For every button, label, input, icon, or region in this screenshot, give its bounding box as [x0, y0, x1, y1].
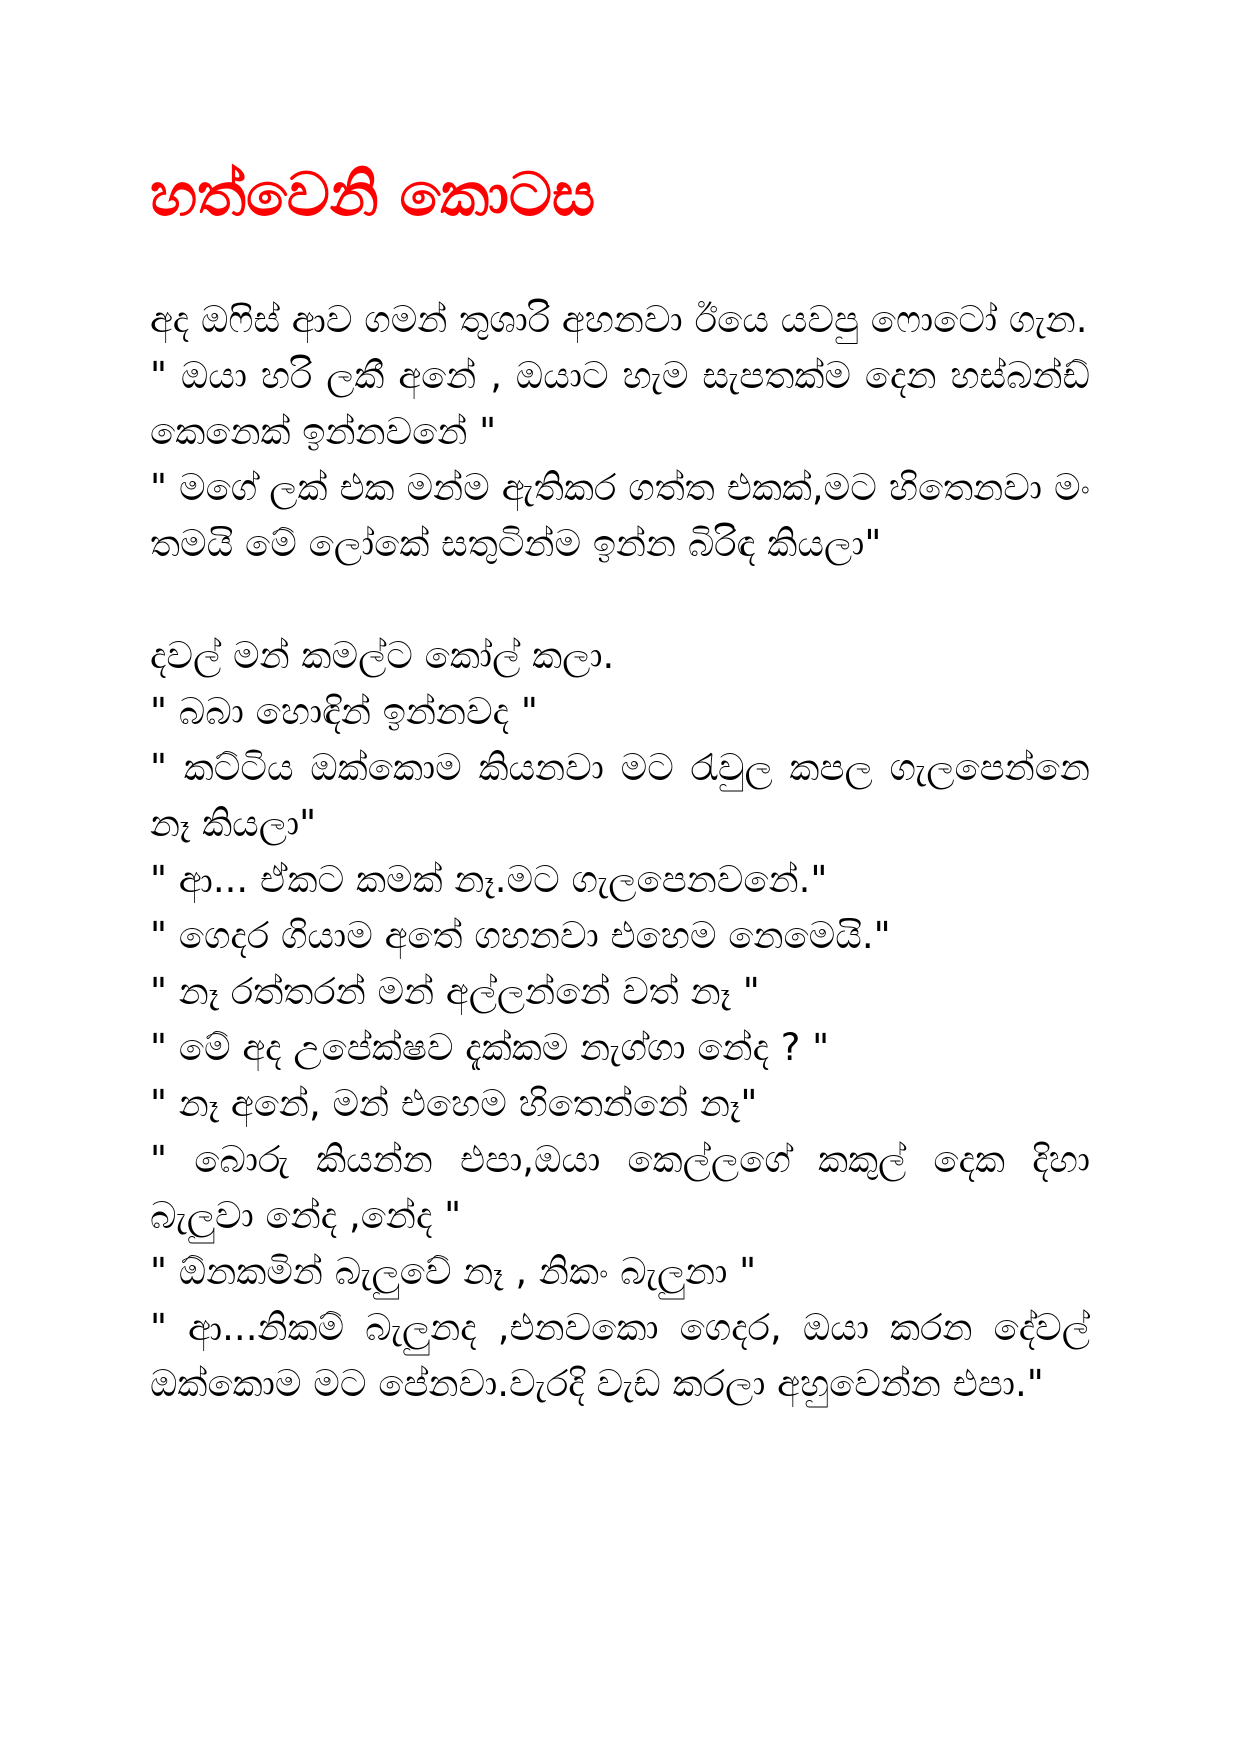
- paragraph-gap: [150, 572, 1090, 628]
- dialogue-not-touch: " නෑ රත්තරන් මන් අල්ලන්නේ වත් නෑ ": [150, 970, 760, 1013]
- dialogue-suits-me: " ආ... ඒකට කමක් නෑ.මට ගැලපෙනවනේ.": [150, 858, 828, 901]
- dialogue-not-thinking: " නෑ අනේ, මන් එහෙම හිතෙන්නේ නෑ": [150, 1082, 758, 1125]
- dialogue-lucky: " ඔයා හරි ලකී අනේ , ඔයාට හැම සැපතක්ම දෙන හස්බන්ඩ් කෙනෙක් ඉන්නවනේ ": [150, 354, 1090, 453]
- paragraph-office-photos: අද ඔෆිස් ආව ගමන් තුශාරි අහනවා ඊයෙ යවපු ෆොටෝ ගැන.: [150, 298, 1088, 341]
- dialogue-just-looked: " ඕනකමින් බැලුවේ නෑ , නිකං බැලුනා ": [150, 1250, 757, 1293]
- dialogue-come-home: " ආ...නිකම් බැලුනද ,එනවකො ගෙදර, ඔයා කරන දේවල් ඔක්කොම මට පේනවා.වැරදි වැඩ කරලා අහුවෙන්න එපා.": [150, 1306, 1090, 1405]
- paragraph-call: දවල් මන් කමල්ට කෝල් කලා.: [150, 634, 615, 677]
- document-page: [150, 150, 1090, 1412]
- dialogue-beard: " කට්ටිය ඔක්කොම කියනවා මට රැවුල කපල ගැලපෙන්නෙ නෑ කියලා": [150, 746, 1090, 845]
- dialogue-upeksha: " මේ අද උපේක්ෂව දැක්කම නැග්ගා නේද ? ": [150, 1026, 830, 1069]
- dialogue-go-home: " ගෙදර ගියාම අතේ ගහනවා එහෙම නෙමෙයි.": [150, 914, 891, 957]
- dialogue-dont-lie: " බොරු කියන්න එපා,ඔයා කෙල්ලගේ කකුල් දෙක දිහා බැලුවා නේද ,නේද ": [150, 1138, 1090, 1237]
- dialogue-happiest-wife: " මගේ ලක් එක මන්ම ඇතිකර ගත්ත එකක්,මට හිතෙනවා මං තමයි මේ ලෝකේ සතුටින්ම ඉන්න බිරිඳ කියලා": [150, 466, 1090, 565]
- dialogue-baby-ok: " බබා හොඳින් ඉන්නවද ": [150, 690, 538, 733]
- chapter-title: හත්වෙනි කොටස: [150, 160, 596, 230]
